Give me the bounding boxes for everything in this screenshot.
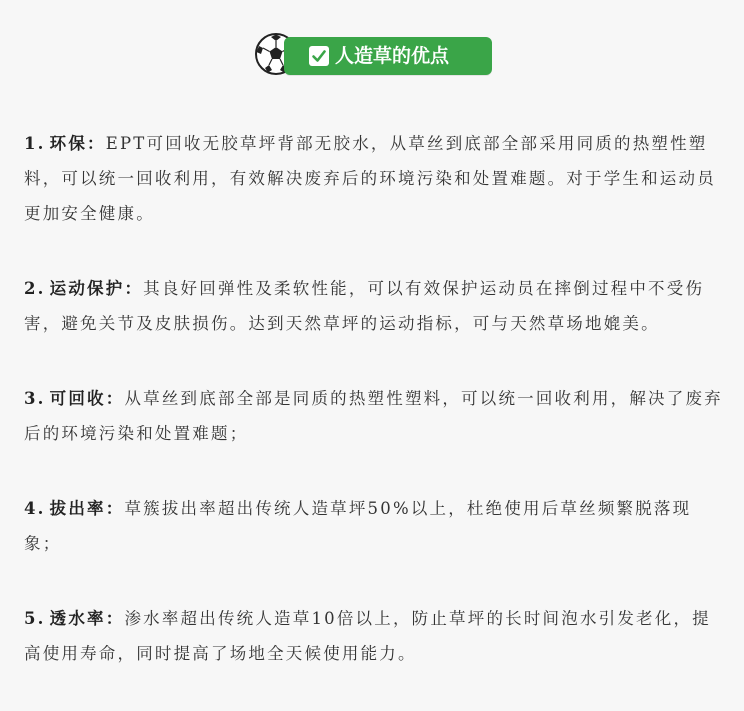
header-title-pill	[284, 37, 492, 75]
check-box-icon	[309, 46, 329, 66]
section-header-banner	[254, 32, 492, 78]
item-term: 可回收：	[49, 389, 125, 408]
item-term: 透水率：	[49, 609, 125, 628]
item-body: EPT可回收无胶草坪背部无胶水，从草丝到底部全部采用同质的热塑性塑料，可以统一回收利用，有效解决废弃后的环境污染和处置难题。对于学生和运动员更加安全健康。	[24, 134, 716, 223]
item-body: 其良好回弹性及柔软性能，可以有效保护运动员在摔倒过程中不受伤害，避免关节及皮肤损伤。达到天然草坪的运动指标，可与天然草场地媲美。	[24, 279, 705, 333]
advantage-item	[24, 601, 724, 671]
item-term: 运动保护：	[49, 279, 144, 298]
advantage-item	[24, 126, 724, 231]
header-title: 人造草的优点	[335, 45, 450, 67]
advantage-item	[24, 381, 724, 451]
item-number: 1.	[24, 134, 46, 153]
item-number: 5.	[24, 609, 46, 628]
item-term: 环保：	[49, 134, 106, 153]
advantage-item	[24, 271, 724, 341]
item-body: 草簇拔出率超出传统人造草坪50%以上，杜绝使用后草丝频繁脱落现象；	[24, 499, 692, 553]
item-number: 4.	[24, 499, 46, 518]
advantage-item	[24, 491, 724, 561]
item-number: 3.	[24, 389, 46, 408]
advantages-list	[24, 126, 724, 711]
item-term: 拔出率：	[49, 499, 125, 518]
item-body: 从草丝到底部全部是同质的热塑性塑料，可以统一回收利用，解决了废弃后的环境污染和处置难题；	[24, 389, 723, 443]
item-body: 渗水率超出传统人造草10倍以上，防止草坪的长时间泡水引发老化，提高使用寿命，同时提高了场地全天候使用能力。	[24, 609, 711, 663]
item-number: 2.	[24, 279, 46, 298]
